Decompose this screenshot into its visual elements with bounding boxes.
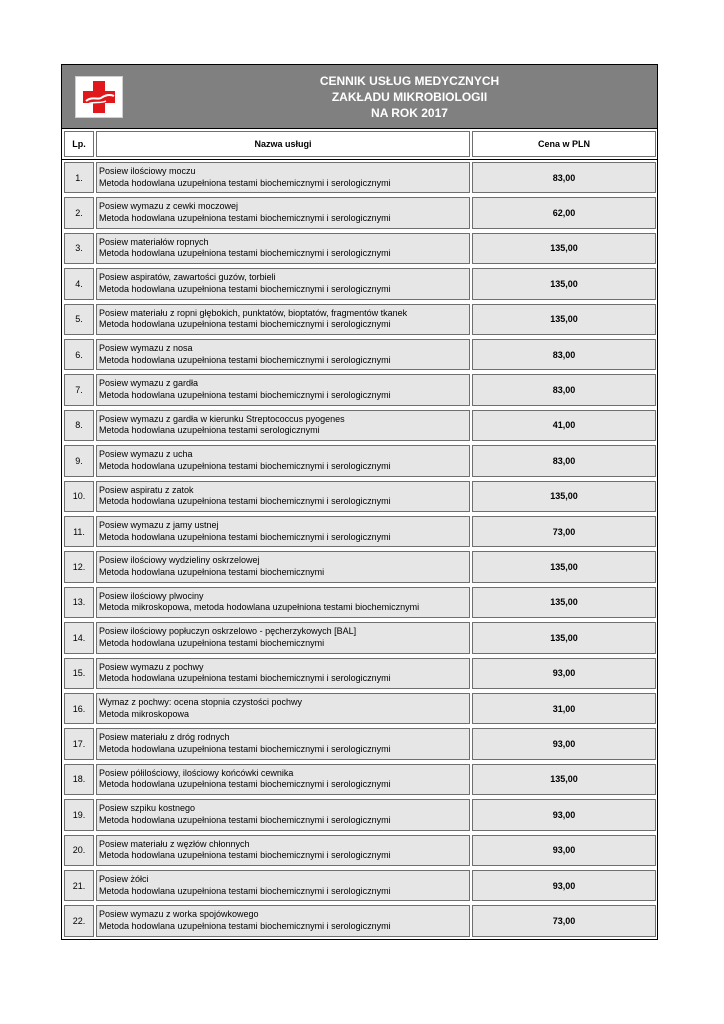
table-row — [62, 691, 657, 726]
service-price: 135,00 — [472, 587, 656, 618]
service-description — [96, 551, 470, 582]
service-method: Metoda hodowlana uzupełniona testami biochemicznymi i serologicznymi — [99, 814, 391, 825]
service-price: 135,00 — [472, 551, 656, 582]
table-row — [62, 443, 657, 478]
table-row — [62, 266, 657, 301]
row-number: 11. — [64, 516, 94, 547]
row-number: 16. — [64, 693, 94, 724]
service-method: Metoda hodowlana uzupełniona testami biochemicznymi i serologicznymi — [99, 212, 391, 223]
service-method: Metoda hodowlana uzupełniona testami biochemicznymi i serologicznymi — [99, 885, 391, 896]
service-method: Metoda hodowlana uzupełniona testami biochemicznymi i serologicznymi — [99, 354, 391, 365]
service-name: Posiew ilościowy wydzieliny oskrzelowej — [99, 555, 260, 566]
service-method: Metoda hodowlana uzupełniona testami biochemicznymi — [99, 566, 325, 577]
service-description — [96, 410, 470, 441]
service-name: Posiew materiału z węzłów chłonnych — [99, 838, 250, 849]
service-name: Posiew wymazu z gardła w kierunku Streptococcus pyogenes — [99, 413, 345, 424]
row-number: 3. — [64, 233, 94, 264]
service-description — [96, 374, 470, 405]
service-name: Posiew ilościowy plwociny — [99, 590, 204, 601]
row-number: 20. — [64, 835, 94, 866]
table-row — [62, 231, 657, 266]
service-method: Metoda hodowlana uzupełniona testami biochemicznymi i serologicznymi — [99, 673, 391, 684]
table-row — [62, 195, 657, 230]
service-price: 135,00 — [472, 304, 656, 335]
table-row — [62, 408, 657, 443]
service-method: Metoda hodowlana uzupełniona testami biochemicznymi i serologicznymi — [99, 850, 391, 861]
service-description — [96, 339, 470, 370]
medical-cross-logo-icon — [75, 76, 123, 118]
row-number: 9. — [64, 445, 94, 476]
table-row — [62, 479, 657, 514]
service-description — [96, 658, 470, 689]
service-price: 31,00 — [472, 693, 656, 724]
table-row — [62, 514, 657, 549]
service-price: 135,00 — [472, 481, 656, 512]
title-line-3: NA ROK 2017 — [371, 106, 448, 120]
row-number: 14. — [64, 622, 94, 653]
service-method: Metoda hodowlana uzupełniona testami biochemicznymi i serologicznymi — [99, 460, 391, 471]
table-row — [62, 726, 657, 761]
service-price: 135,00 — [472, 268, 656, 299]
service-price: 83,00 — [472, 374, 656, 405]
service-method: Metoda mikroskopowa, metoda hodowlana uzupełniona testami biochemicznymi — [99, 602, 420, 613]
service-method: Metoda hodowlana uzupełniona testami serologicznymi — [99, 425, 320, 436]
row-number: 12. — [64, 551, 94, 582]
service-description — [96, 835, 470, 866]
service-name: Posiew żółci — [99, 874, 149, 884]
service-price: 93,00 — [472, 835, 656, 866]
service-method: Metoda hodowlana uzupełniona testami biochemicznymi i serologicznymi — [99, 248, 391, 259]
service-name: Posiew materiału z ropni głębokich, punktatów, bioptatów, fragmentów tkanek — [99, 307, 408, 318]
table-row — [62, 160, 657, 195]
service-method: Metoda hodowlana uzupełniona testami biochemicznymi i serologicznymi — [99, 496, 391, 507]
service-description — [96, 197, 470, 228]
row-number: 21. — [64, 870, 94, 901]
service-name: Posiew materiałów ropnych — [99, 236, 209, 247]
table-row — [62, 302, 657, 337]
service-price: 73,00 — [472, 516, 656, 547]
service-method: Metoda hodowlana uzupełniona testami biochemicznymi i serologicznymi — [99, 920, 391, 931]
table-header-banner — [62, 65, 657, 129]
column-header-price: Cena w PLN — [472, 131, 656, 157]
table-row — [62, 868, 657, 903]
service-description — [96, 445, 470, 476]
service-name: Wymaz z pochwy: ocena stopnia czystości pochwy — [99, 697, 303, 707]
document-title — [192, 73, 627, 121]
service-description — [96, 268, 470, 299]
table-row — [62, 903, 657, 938]
title-line-2: ZAKŁADU MIKROBIOLOGII — [331, 90, 488, 104]
service-price: 73,00 — [472, 905, 656, 936]
table-row — [62, 656, 657, 691]
table-row — [62, 833, 657, 868]
service-price: 135,00 — [472, 622, 656, 653]
service-method: Metoda hodowlana uzupełniona testami biochemicznymi i serologicznymi — [99, 177, 391, 188]
service-name: Posiew wymazu z jamy ustnej — [99, 520, 219, 530]
title-line-1: CENNIK USŁUG MEDYCZNYCH — [319, 74, 500, 88]
row-number: 8. — [64, 410, 94, 441]
row-number: 22. — [64, 905, 94, 936]
service-price: 135,00 — [472, 764, 656, 795]
service-method: Metoda hodowlana uzupełniona testami biochemicznymi i serologicznymi — [99, 531, 391, 542]
row-number: 4. — [64, 268, 94, 299]
row-number: 19. — [64, 799, 94, 830]
service-method: Metoda hodowlana uzupełniona testami biochemicznymi i serologicznymi — [99, 283, 391, 294]
service-name: Posiew aspiratu z zatok — [99, 484, 194, 495]
service-method: Metoda hodowlana uzupełniona testami biochemicznymi i serologicznymi — [99, 743, 391, 754]
row-number: 1. — [64, 162, 94, 193]
service-price: 93,00 — [472, 658, 656, 689]
table-row — [62, 549, 657, 584]
service-price: 83,00 — [472, 445, 656, 476]
service-price: 135,00 — [472, 233, 656, 264]
price-list-table — [61, 64, 658, 940]
service-method: Metoda mikroskopowa — [99, 708, 190, 719]
service-name: Posiew wymazu z gardła — [99, 378, 199, 389]
service-description — [96, 799, 470, 830]
service-name: Posiew wymazu z worka spojówkowego — [99, 909, 259, 920]
service-name: Posiew wymazu z pochwy — [99, 661, 204, 672]
service-name: Posiew wymazu z cewki moczowej — [99, 201, 239, 212]
service-description — [96, 587, 470, 618]
row-number: 13. — [64, 587, 94, 618]
service-price: 62,00 — [472, 197, 656, 228]
table-row — [62, 372, 657, 407]
service-description — [96, 304, 470, 335]
service-price: 41,00 — [472, 410, 656, 441]
column-header-lp: Lp. — [64, 131, 94, 157]
service-description — [96, 162, 470, 193]
column-header-row — [62, 129, 657, 160]
table-row — [62, 762, 657, 797]
service-description — [96, 693, 470, 724]
service-description — [96, 516, 470, 547]
service-method: Metoda hodowlana uzupełniona testami biochemicznymi — [99, 637, 325, 648]
table-row — [62, 797, 657, 832]
service-description — [96, 481, 470, 512]
service-name: Posiew półilościowy, ilościowy końcówki cewnika — [99, 767, 294, 778]
service-price: 93,00 — [472, 728, 656, 759]
column-header-service-name: Nazwa usługi — [96, 131, 470, 157]
row-number: 2. — [64, 197, 94, 228]
row-number: 18. — [64, 764, 94, 795]
service-method: Metoda hodowlana uzupełniona testami biochemicznymi i serologicznymi — [99, 319, 391, 330]
service-name: Posiew aspiratów, zawartości guzów, torbieli — [99, 272, 276, 283]
table-row — [62, 337, 657, 372]
service-name: Posiew materiału z dróg rodnych — [99, 732, 230, 743]
table-row — [62, 585, 657, 620]
service-description — [96, 233, 470, 264]
row-number: 7. — [64, 374, 94, 405]
service-description — [96, 764, 470, 795]
service-price: 83,00 — [472, 339, 656, 370]
service-price: 83,00 — [472, 162, 656, 193]
table-row — [62, 620, 657, 655]
service-name: Posiew wymazu z nosa — [99, 343, 193, 353]
service-description — [96, 622, 470, 653]
service-method: Metoda hodowlana uzupełniona testami biochemicznymi i serologicznymi — [99, 389, 391, 400]
row-number: 15. — [64, 658, 94, 689]
service-price: 93,00 — [472, 870, 656, 901]
service-description — [96, 870, 470, 901]
row-number: 5. — [64, 304, 94, 335]
service-name: Posiew szpiku kostnego — [99, 803, 196, 814]
row-number: 6. — [64, 339, 94, 370]
row-number: 10. — [64, 481, 94, 512]
service-name: Posiew ilościowy popłuczyn oskrzelowo - pęcherzykowych [BAL] — [99, 626, 357, 637]
service-price: 93,00 — [472, 799, 656, 830]
service-description — [96, 728, 470, 759]
service-name: Posiew ilościowy moczu — [99, 166, 196, 176]
service-description — [96, 905, 470, 936]
row-number: 17. — [64, 728, 94, 759]
service-method: Metoda hodowlana uzupełniona testami biochemicznymi i serologicznymi — [99, 779, 391, 790]
service-name: Posiew wymazu z ucha — [99, 449, 193, 460]
